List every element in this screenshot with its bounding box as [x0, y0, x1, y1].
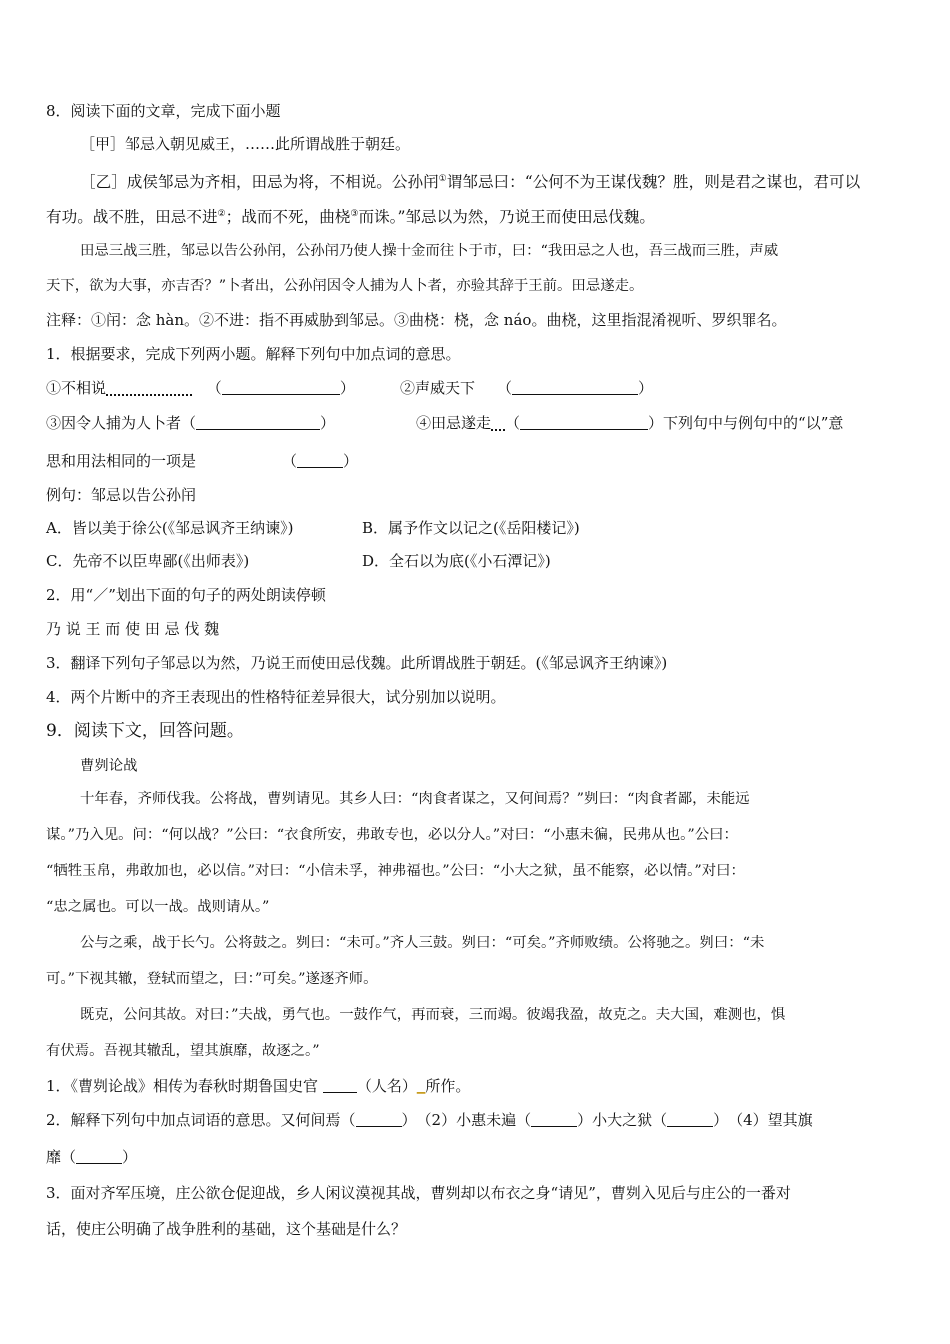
text-segment: ） （4）望其旗	[713, 1111, 813, 1129]
text-segment: ）小大之狱（	[577, 1111, 668, 1129]
q8-sub3: 3．翻译下列句子邹忌以为然，乃说王而使田忌伐魏。此所谓战胜于朝廷。(《邹忌讽齐王纳谏》)	[46, 654, 668, 672]
paren: （	[505, 414, 521, 432]
paren: （	[181, 414, 197, 432]
text-segment: 2．解释下列句中加点词语的意思。又何间焉（	[46, 1111, 356, 1129]
paren: ）	[339, 379, 355, 397]
q9-sub3-line1: 3．面对齐军压境，庄公欲仓促迎战，乡人闲议漠视其战，曹刿却以布衣之身“请见”，曹刿入见后与庄公的一番对	[46, 1184, 791, 1202]
text-segment: 下列句中与例句中的“以”意	[663, 414, 844, 432]
q9-passage-p1-line1: 十年春，齐师伐我。公将战，曹刿请见。其乡人曰：“肉食者谋之，又何间焉？”刿曰：“肉食者鄙，未能远	[80, 791, 750, 807]
q8-passage-jia: ［甲］邹忌入朝见威王，……此所谓战胜于朝廷。	[80, 135, 411, 153]
q9-passage-heading: 曹刿论战	[80, 758, 138, 774]
emphasis-dots	[106, 380, 192, 396]
q8-sub1-title: 1．根据要求，完成下列两小题。解释下列句中加点词的意思。	[46, 345, 461, 363]
q8-passage-p2-line1: 田忌三战三胜，邹忌以告公孙闬，公孙闬乃使人操十金而往卜于市，曰：“我田忌之人也，吾三战而三胜，声威	[80, 243, 779, 259]
text-segment: 有功。战不胜，田忌不进	[46, 208, 218, 226]
paren: （	[206, 379, 222, 397]
q8-passage-p2-line2: 天下，欲为大事，亦吉否？”卜者出，公孙闬因令人捕为人卜者，亦验其辞于王前。田忌遂走。	[46, 278, 644, 294]
q8-sub2-title: 2．用“／”划出下面的句子的两处朗读停顿	[46, 586, 326, 604]
text-segment: 思和用法相同的一项是	[46, 452, 197, 470]
q9-sub2-continued	[46, 1146, 137, 1168]
text-segment: （人名）	[356, 1077, 417, 1095]
paren: ）	[638, 379, 654, 397]
answer-blank[interactable]	[531, 1110, 577, 1127]
item-text: ②声威天下	[400, 379, 476, 397]
text-segment: ［乙］成侯邹忌为齐相，田忌为将，不相说。公孙闬	[80, 173, 439, 191]
answer-blank[interactable]	[512, 378, 638, 395]
answer-blank[interactable]	[196, 413, 320, 430]
answer-blank[interactable]	[356, 1110, 402, 1127]
paren: ）	[648, 414, 664, 432]
q8-sub1-continued	[46, 450, 358, 472]
q8-sub1-item1	[46, 377, 355, 399]
q9-passage-p3-line1: 既克，公问其故。对曰：”夫战，勇气也。一鼓作气，再而衰，三而竭。彼竭我盈，故克之。夫大国，难测也，惧	[80, 1007, 786, 1023]
q8-passage-yi-line1	[80, 168, 860, 193]
q9-passage-p1-line3: “牺牲玉帛，弗敢加也，必以信。”对曰：“小信未孚，神弗福也。”公曰：“小大之狱，虽不能察，必以情。”对曰：	[46, 863, 745, 879]
q8-option-b[interactable]: B．属予作文以记之(《岳阳楼记》)	[362, 519, 580, 537]
q8-sub2-sentence: 乃 说 王 而 使 田 忌 伐 魏	[46, 620, 220, 638]
emphasis-dots	[491, 415, 505, 431]
paren: ）	[122, 1148, 138, 1166]
q8-sub1-item3	[46, 412, 335, 434]
text-segment: 所作。	[425, 1077, 471, 1095]
q8-option-c[interactable]: C．先帝不以臣卑鄙(《出师表》)	[46, 552, 250, 570]
q8-passage-yi-line2	[46, 203, 655, 228]
q8-sub1-item2	[400, 377, 653, 399]
q9-title: 9．阅读下文，回答问题。	[46, 721, 244, 741]
item-text: ①不相说	[46, 379, 107, 397]
q9-passage-p1-line4: “忠之属也。可以一战。战则请从。”	[46, 899, 270, 915]
q9-sub1	[46, 1075, 470, 1099]
q8-notes: 注释：①闬：念 hàn。②不进：指不再威胁到邹忌。③曲桡：桡，念 náo。曲桡，这里指混淆视听、罗织罪名。	[46, 311, 787, 329]
q8-example: 例句：邹忌以告公孙闬	[46, 486, 197, 504]
answer-blank[interactable]	[222, 378, 340, 395]
footnote-marker: ①	[438, 174, 447, 184]
footnote-marker: ③	[350, 209, 359, 219]
text-segment: 而诛。”邹忌以为然，乃说王而使田忌伐魏。	[358, 208, 655, 226]
q8-option-d[interactable]: D．全石以为底(《小石潭记》)	[362, 552, 551, 570]
answer-blank[interactable]	[76, 1147, 122, 1164]
q8-option-a[interactable]: A．皆以美于徐公(《邹忌讽齐王纳谏》)	[46, 519, 294, 537]
answer-blank[interactable]	[667, 1110, 713, 1127]
paren: ）	[320, 414, 336, 432]
q8-title: 8．阅读下面的文章，完成下面小题	[46, 102, 281, 120]
q9-passage-p3-line2: 有伏焉。吾视其辙乱，望其旗靡，故逐之。”	[46, 1043, 320, 1059]
paren: ）	[343, 452, 359, 470]
text-segment: ） （2）小惠未遍（	[401, 1111, 532, 1129]
answer-blank[interactable]	[520, 413, 648, 430]
text-segment: 1．《曹刿论战》相传为春秋时期鲁国史官	[46, 1077, 319, 1095]
q9-sub2	[46, 1109, 813, 1131]
q9-sub3-line2: 话，使庄公明确了战争胜利的基础，这个基础是什么？	[46, 1220, 407, 1238]
paren: （	[282, 452, 298, 470]
item-text: ③因令人捕为人卜者	[46, 414, 182, 432]
footnote-marker: ②	[217, 209, 226, 219]
q8-sub4: 4．两个片断中的齐王表现出的性格特征差异很大，试分别加以说明。	[46, 688, 506, 706]
text-segment: 靡（	[46, 1148, 77, 1166]
answer-blank[interactable]	[297, 451, 343, 468]
text-segment: 谓邹忌曰：“公何不为王谋伐魏？胜，则是君之谋也，君可以	[446, 173, 861, 191]
cursor-mark: ▁	[416, 1081, 426, 1094]
text-segment: ；战而不死，曲桡	[225, 208, 351, 226]
q9-passage-p1-line2: 谋。”乃入见。问：“何以战？”公曰：“衣食所安，弗敢专也，必以分人。”对曰：“小惠未徧，民弗从也。”公曰：	[46, 827, 738, 843]
paren: （	[497, 379, 513, 397]
item-text: ④田忌遂走	[416, 414, 492, 432]
q9-passage-p2-line2: 可。”下视其辙，登轼而望之，曰：”可矣。”遂逐齐师。	[46, 971, 378, 987]
answer-blank[interactable]	[323, 1076, 357, 1093]
q8-sub1-item4	[416, 412, 843, 434]
q9-passage-p2-line1: 公与之乘，战于长勺。公将鼓之。刿曰：“未可。”齐人三鼓。刿曰：“可矣。”齐师败绩。公将驰之。刿曰：“未	[80, 935, 765, 951]
